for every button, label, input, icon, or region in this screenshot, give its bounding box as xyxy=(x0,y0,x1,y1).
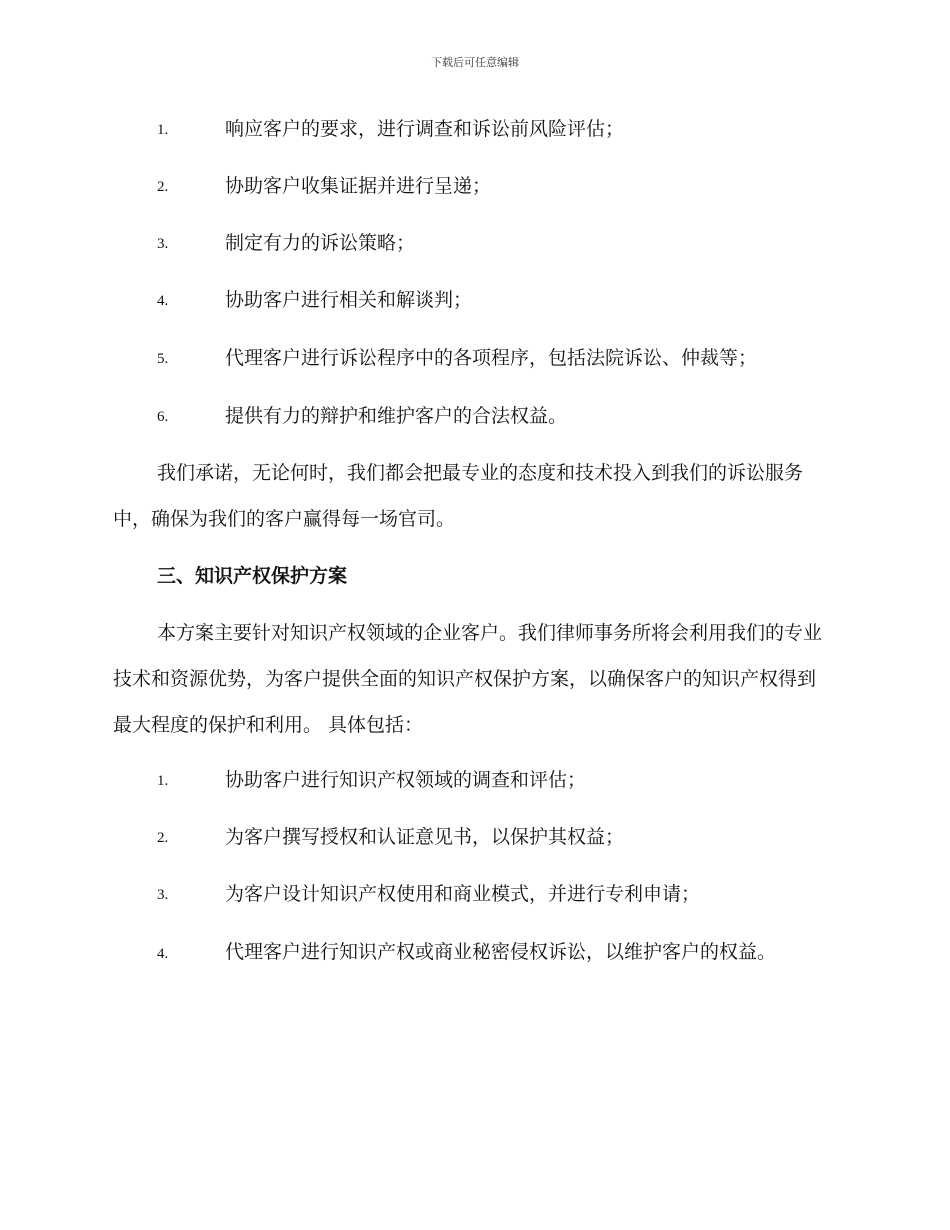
list-item-text: 代理客户进行诉讼程序中的各项程序，包括法院诉讼、仲裁等； xyxy=(225,347,758,369)
list-item-text: 为客户撰写授权和认证意见书，以保护其权益； xyxy=(225,826,625,848)
list-item-text: 协助客户进行相关和解谈判； xyxy=(225,289,473,311)
list-item-number: 3. xyxy=(157,887,169,903)
list-item xyxy=(113,929,833,977)
list-item-text: 制定有力的诉讼策略； xyxy=(225,232,416,254)
list-item-text: 提供有力的辩护和维护客户的合法权益。 xyxy=(225,405,568,427)
list-item-text: 响应客户的要求，进行调查和诉讼前风险评估； xyxy=(225,118,625,140)
list-item-text: 协助客户收集证据并进行呈递； xyxy=(225,175,492,197)
list-item-number: 5. xyxy=(157,351,169,367)
list-item-number: 2. xyxy=(157,179,169,195)
list-item-text: 为客户设计知识产权使用和商业模式，并进行专利申请； xyxy=(225,883,701,905)
list-item-number: 6. xyxy=(157,409,169,425)
list-item-number: 4. xyxy=(157,293,169,309)
section-heading: 三、知识产权保护方案 xyxy=(157,565,348,587)
page-header-note: 下载后可任意编辑 xyxy=(431,56,519,69)
list-item-number: 4. xyxy=(157,946,169,962)
list-item-text: 协助客户进行知识产权领域的调查和评估； xyxy=(225,769,587,791)
section-intro-paragraph: 本方案主要针对知识产权领域的企业客户。我们律师事务所将会利用我们的专业技术和资源优势，为客户提供全面的知识产权保护方案，以确保客户的知识产权得到最大程度的保护和利用。 具体包括： xyxy=(113,622,823,736)
list-item-number: 2. xyxy=(157,830,169,846)
list-item-number: 1. xyxy=(157,122,169,138)
list-item-number: 1. xyxy=(157,773,169,789)
list-item-text: 代理客户进行知识产权或商业秘密侵权诉讼，以维护客户的权益。 xyxy=(225,941,777,963)
list-item-number: 3. xyxy=(157,236,169,252)
commitment-paragraph: 我们承诺，无论何时，我们都会把最专业的态度和技术投入到我们的诉讼服务中，确保为我们的客户赢得每一场官司。 xyxy=(113,462,804,530)
